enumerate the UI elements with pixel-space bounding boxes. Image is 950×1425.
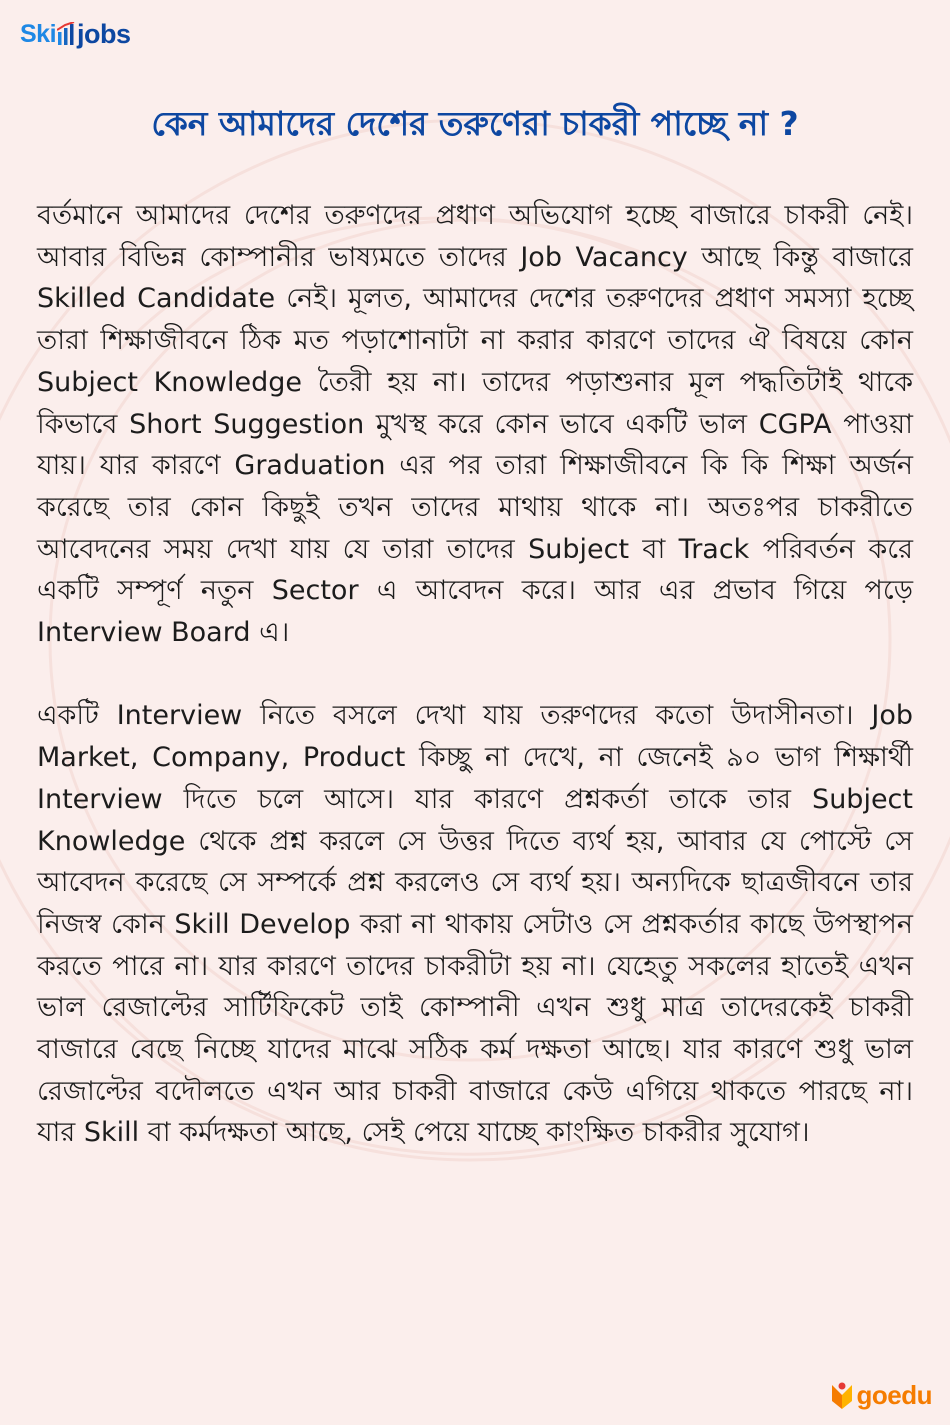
article-body — [37, 195, 913, 1154]
paragraph-2: একটি Interview নিতে বসলে দেখা যায় তরুণদের কতো উদাসীনতা। Job Market, Company, Product কিচ্ছু না দেখে, না জেনেই ৯০ ভাগ শিক্ষার্থী Interview দিতে চলে আসে। যার কারণে প্রশ্নকর্তা তাকে তার Subject Knowledge থেকে প্রশ্ন করলে সে উত্তর দিতে ব্যর্থ হয়, আবার যে পোস্টে সে আবেদন করেছে সে সম্পর্কে প্রশ্ন করলেও সে ব্যর্থ হয়। অন্যদিকে ছাত্রজীবনে তার নিজস্ব কোন Skill Develop করা না থাকায় সেটাও সে প্রশ্নকর্তার কাছে উপস্থাপন করতে পারে না। যার কারণে তাদের চাকরীটা হয় না। যেহেতু সকলের হাতেই এখন ভাল রেজাল্টের সার্টিফিকেট তাই কোম্পানী এখন শুধু মাত্র তাদেরকেই চাকরী বাজারে বেছে নিচ্ছে যাদের মাঝে সঠিক কর্ম দক্ষতা আছে। যার কারণে শুধু ভাল রেজাল্টের বদৌলতে এখন আর চাকরী বাজারে কেউ এগিয়ে থাকতে পারছে না। যার Skill বা কর্মদক্ষতা আছে, সেই পেয়ে যাচ্ছে কাংক্ষিত চাকরীর সুযোগ। — [37, 700, 913, 1149]
paragraph-1: বর্তমানে আমাদের দেশের তরুণদের প্রধাণ অভিযোগ হচ্ছে বাজারে চাকরী নেই। আবার বিভিন্ন কোম্পানীর ভাষ্যমতে তাদের Job Vacancy আছে কিন্তু বাজারে Skilled Candidate নেই। মূলত, আমাদের দেশের তরুণদের প্রধাণ সমস্যা হচ্ছে তারা শিক্ষাজীবনে ঠিক মত পড়াশোনাটা না করার কারণে তাদের ঐ বিষয়ে কোন Subject Knowledge তৈরী হয় না। তাদের পড়াশুনার মূল পদ্ধতিটাই থাকে কিভাবে Short Suggestion মুখস্থ করে কোন ভাবে একটি ভাল CGPA পাওয়া যায়। যার কারণে Graduation এর পর তারা শিক্ষাজীবনে কি কি শিক্ষা অর্জন করেছে তার কোন কিছুই তখন তাদের মাথায় থাকে না। অতঃপর চাকরীতে আবেদনের সময় দেখা যায় যে তারা তাদের Subject বা Track পরিবর্তন করে একটি সম্পূর্ণ নতুন Sector এ আবেদন করে। আর এর প্রভাব গিয়ে পড়ে Interview Board এ। — [37, 200, 913, 649]
goedu-mark-icon — [829, 1381, 855, 1411]
skilljobs-logo — [20, 14, 131, 54]
logo-text-part2: jobs — [77, 18, 131, 49]
goedu-logo-text: goedu — [856, 1380, 932, 1410]
page-title: কেন আমাদের দেশের তরুণেরা চাকরী পাচ্ছে না ? — [151, 104, 799, 143]
goedu-logo — [829, 1380, 933, 1411]
logo-text-part1: Ski — [20, 19, 57, 48]
bar-chart-icon — [57, 22, 75, 46]
